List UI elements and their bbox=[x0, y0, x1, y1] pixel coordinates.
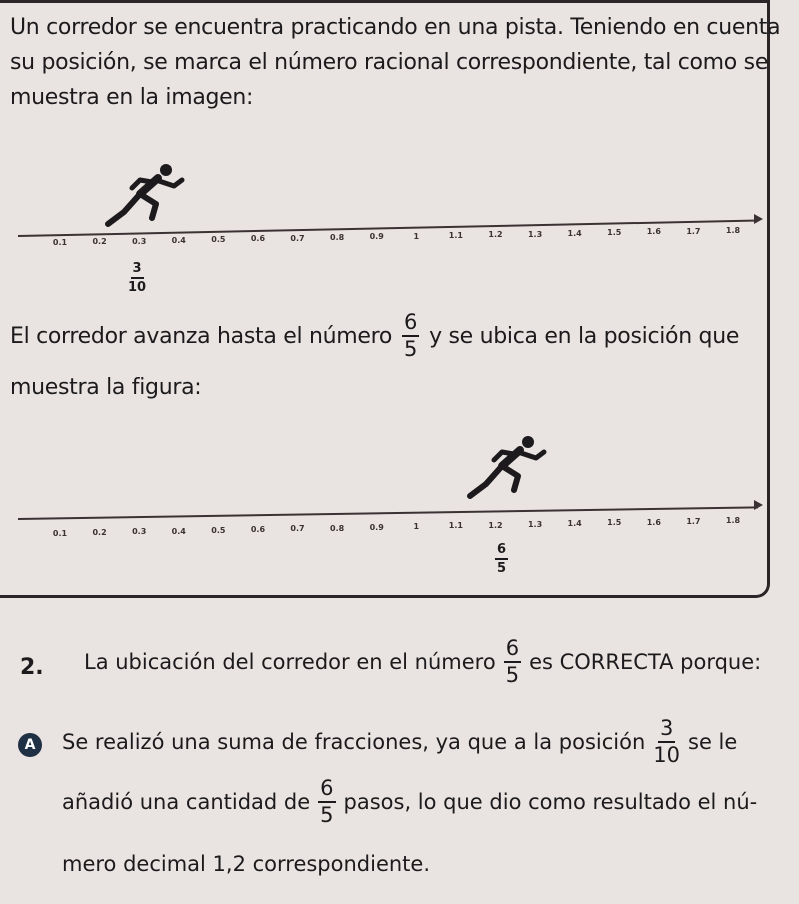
tick-label: 1.4 bbox=[567, 519, 582, 529]
runner-icon bbox=[100, 160, 190, 232]
tick-label: 1.7 bbox=[686, 226, 701, 236]
tick-label: 0.6 bbox=[250, 234, 266, 244]
tick-label: 1.6 bbox=[646, 517, 661, 527]
question-text-before: La ubicación del corredor en el número bbox=[84, 650, 496, 674]
marker-fraction-1-num: 3 bbox=[131, 262, 144, 279]
option-a-fraction-2-den: 5 bbox=[320, 803, 334, 827]
question-fraction bbox=[504, 638, 521, 686]
tick-label: 0.3 bbox=[132, 236, 147, 246]
tick-label: 0.3 bbox=[132, 527, 147, 537]
runner-icon bbox=[462, 432, 552, 504]
option-a-line-2-before: añadió una cantidad de bbox=[62, 790, 311, 814]
intro-line-3: muestra en la imagen: bbox=[10, 85, 254, 110]
tick-label: 0.2 bbox=[92, 237, 107, 247]
tick-label: 0.5 bbox=[211, 525, 226, 535]
tick-label: 0.7 bbox=[290, 524, 305, 534]
tick-label: 1 bbox=[413, 231, 420, 241]
intro-line-1: Un corredor se encuentra practicando en una pista. Teniendo en cuenta bbox=[10, 15, 781, 40]
tick-label: 1.6 bbox=[646, 227, 661, 237]
tick-label: 0.4 bbox=[171, 526, 186, 536]
arrow-right-icon bbox=[754, 214, 763, 224]
tick-label: 0.1 bbox=[52, 238, 68, 247]
tick-label: 1.8 bbox=[725, 516, 741, 525]
intro-text bbox=[10, 10, 790, 115]
marker-fraction-2 bbox=[495, 543, 508, 575]
middle-line-1 bbox=[10, 312, 739, 360]
option-a-line-2-after: pasos, lo que dio como resultado el nú- bbox=[343, 790, 758, 814]
option-a-line-1-after: se le bbox=[688, 730, 738, 754]
tick-label: 0.4 bbox=[171, 235, 186, 245]
option-a-line-2[interactable] bbox=[62, 778, 757, 826]
arrow-right-icon bbox=[754, 500, 763, 510]
tick-label: 1.1 bbox=[448, 521, 463, 531]
option-a-fraction-1 bbox=[653, 718, 680, 766]
option-a-line-1[interactable] bbox=[62, 718, 737, 766]
tick-label: 0.9 bbox=[369, 522, 384, 532]
tick-label: 0.5 bbox=[211, 235, 226, 245]
option-a-fraction-1-num: 3 bbox=[658, 718, 675, 743]
middle-fraction-num: 6 bbox=[402, 312, 419, 337]
tick-label: 1.5 bbox=[607, 228, 622, 238]
middle-fraction bbox=[402, 312, 419, 360]
tick-label: 0.8 bbox=[330, 523, 345, 533]
marker-fraction-1 bbox=[128, 262, 146, 294]
marker-fraction-2-num: 6 bbox=[495, 543, 508, 560]
tick-label: 1.1 bbox=[448, 230, 463, 240]
question-number: 2. bbox=[20, 655, 44, 680]
middle-fraction-den: 5 bbox=[404, 337, 418, 361]
tick-label: 1.2 bbox=[488, 230, 503, 240]
question-fraction-den: 5 bbox=[505, 663, 520, 687]
tick-label: 1.3 bbox=[527, 519, 543, 529]
option-a-fraction-1-den: 10 bbox=[653, 743, 680, 767]
tick-label: 0.1 bbox=[52, 529, 68, 538]
tick-label: 1.3 bbox=[527, 229, 543, 239]
marker-fraction-2-den: 5 bbox=[497, 561, 507, 576]
question-fraction-num: 6 bbox=[504, 638, 521, 663]
option-a-badge[interactable]: A bbox=[18, 733, 42, 757]
question-text-after: es CORRECTA porque: bbox=[529, 650, 762, 674]
tick-label: 0.2 bbox=[92, 528, 107, 538]
tick-label: 0.6 bbox=[250, 525, 266, 535]
middle-text-after: y se ubica en la posición que bbox=[429, 323, 740, 349]
tick-label: 1.8 bbox=[725, 226, 741, 235]
marker-fraction-1-den: 10 bbox=[128, 280, 147, 295]
middle-text-before: El corredor avanza hasta el número bbox=[10, 323, 393, 349]
question-text bbox=[84, 638, 761, 686]
tick-label: 1.2 bbox=[488, 520, 503, 530]
tick-label: 1 bbox=[413, 522, 420, 532]
tick-label: 1.4 bbox=[567, 228, 582, 238]
option-a-line-3[interactable]: mero decimal 1,2 correspondiente. bbox=[62, 852, 431, 876]
tick-label: 1.5 bbox=[607, 518, 622, 528]
tick-label: 0.8 bbox=[330, 233, 345, 243]
tick-label: 0.9 bbox=[369, 232, 384, 242]
middle-line-2: muestra la figura: bbox=[10, 375, 202, 400]
option-a-fraction-2-num: 6 bbox=[318, 778, 335, 803]
tick-label: 0.7 bbox=[290, 233, 305, 243]
tick-label: 1.7 bbox=[686, 516, 701, 526]
option-a-fraction-2 bbox=[318, 778, 335, 826]
option-a-line-1-before: Se realizó una suma de fracciones, ya que a la posición bbox=[62, 730, 646, 754]
intro-line-2: su posición, se marca el número racional correspondiente, tal como se bbox=[10, 50, 769, 75]
